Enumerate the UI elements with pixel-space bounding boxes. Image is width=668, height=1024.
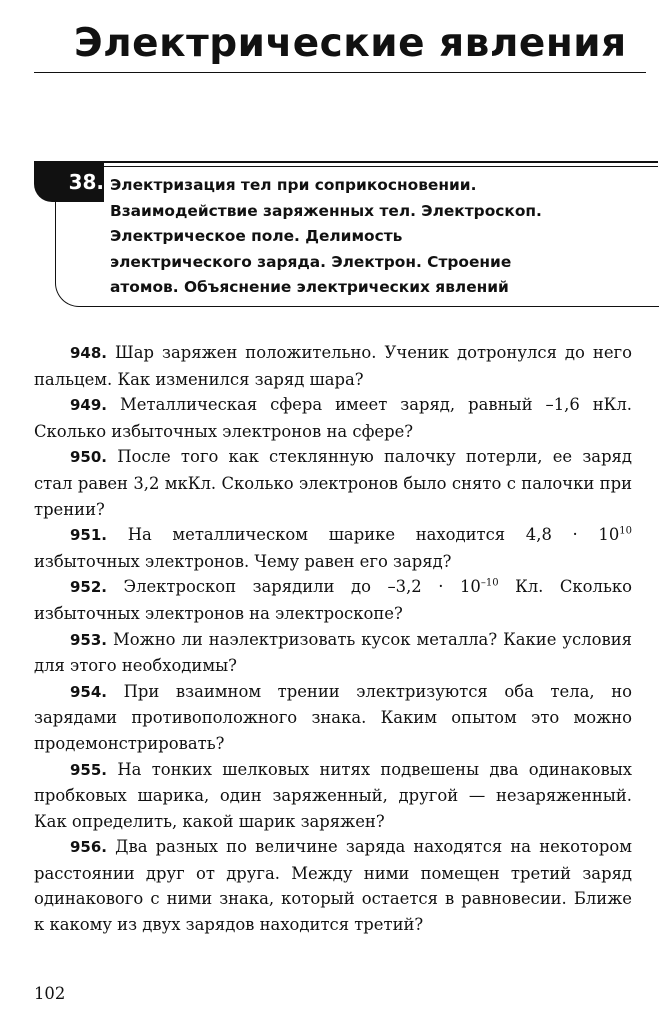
section-number: 38. bbox=[68, 170, 104, 194]
section-heading-line: атомов. Объяснение электрических явлений bbox=[110, 278, 509, 296]
title-underline bbox=[34, 72, 646, 73]
section-heading-line: Электрическое поле. Делимость bbox=[110, 227, 403, 245]
problem-949 bbox=[34, 392, 632, 444]
problem-952 bbox=[34, 574, 632, 626]
problem-number: 948. bbox=[70, 344, 108, 362]
problem-text: Кл. Сколько избыточных электронов на электроскопе? bbox=[34, 577, 632, 623]
problem-948 bbox=[34, 340, 632, 392]
problem-951 bbox=[34, 522, 632, 574]
problem-text: Шар заряжен положительно. Ученик дотронулся до него пальцем. Как изменился заряд шара? bbox=[34, 343, 632, 389]
problem-954 bbox=[34, 679, 632, 757]
problem-number: 956. bbox=[70, 838, 108, 857]
section-heading-line: Взаимодействие заряженных тел. Электроскоп. bbox=[110, 201, 542, 220]
problem-number: 951. bbox=[70, 526, 108, 545]
problem-text: Металлическая сфера имеет заряд, равный –1,6 нКл. Сколько избыточных электронов на сфере? bbox=[34, 395, 632, 441]
exponent: 10 bbox=[619, 525, 632, 537]
section-number-badge bbox=[34, 162, 104, 202]
problem-number: 952. bbox=[70, 578, 108, 597]
problem-text: На тонких шелковых нитях подвешены два одинаковых пробковых шарика, один заряженный, другой — незаряженный. Как определить, какой шарик заряжен? bbox=[34, 759, 632, 831]
problem-number: 950. bbox=[70, 448, 108, 467]
problem-number: 954. bbox=[70, 682, 108, 701]
problem-955 bbox=[34, 757, 632, 835]
problem-number: 949. bbox=[70, 396, 108, 415]
chapter-title: Электрические явления bbox=[74, 21, 627, 66]
problem-text: При взаимном трении электризуются оба тела, но зарядами противоположного знака. Каким опытом это можно продемонстрировать? bbox=[34, 681, 632, 753]
section-heading-line: Электризация тел при соприкосновении. bbox=[110, 176, 477, 194]
problem-list bbox=[34, 340, 632, 938]
problem-text: Два разных по величине заряда находятся на некотором расстоянии друг от друга. Между ними помещен третий заряд одинакового с ними знака, который остается в равновесии. Ближе к какому из двух зарядов находится третий? bbox=[34, 837, 632, 935]
exponent: –10 bbox=[480, 577, 499, 589]
problem-956 bbox=[34, 834, 632, 937]
section-heading bbox=[110, 173, 650, 301]
problem-number: 953. bbox=[70, 630, 108, 649]
problem-953 bbox=[34, 627, 632, 679]
section-heading-line: электрического заряда. Электрон. Строение bbox=[110, 252, 512, 271]
page-number: 102 bbox=[34, 984, 66, 1003]
problem-text: избыточных электронов. Чему равен его заряд? bbox=[34, 551, 452, 571]
problem-number: 955. bbox=[70, 760, 108, 779]
problem-text: Можно ли наэлектризовать кусок металла? Какие условия для этого необходимы? bbox=[34, 629, 632, 676]
problem-text: На металлическом шарике находится 4,8 · 10 bbox=[127, 525, 620, 545]
problem-text: После того как стеклянную палочку потерли, ее заряд стал равен 3,2 мкКл. Сколько электронов было снято с палочки при трении? bbox=[34, 447, 632, 519]
problem-text: Электроскоп зарядили до –3,2 · 10 bbox=[123, 577, 481, 597]
section-top-rule-thin bbox=[104, 166, 658, 167]
problem-950 bbox=[34, 444, 632, 522]
section-top-rule bbox=[34, 161, 658, 163]
